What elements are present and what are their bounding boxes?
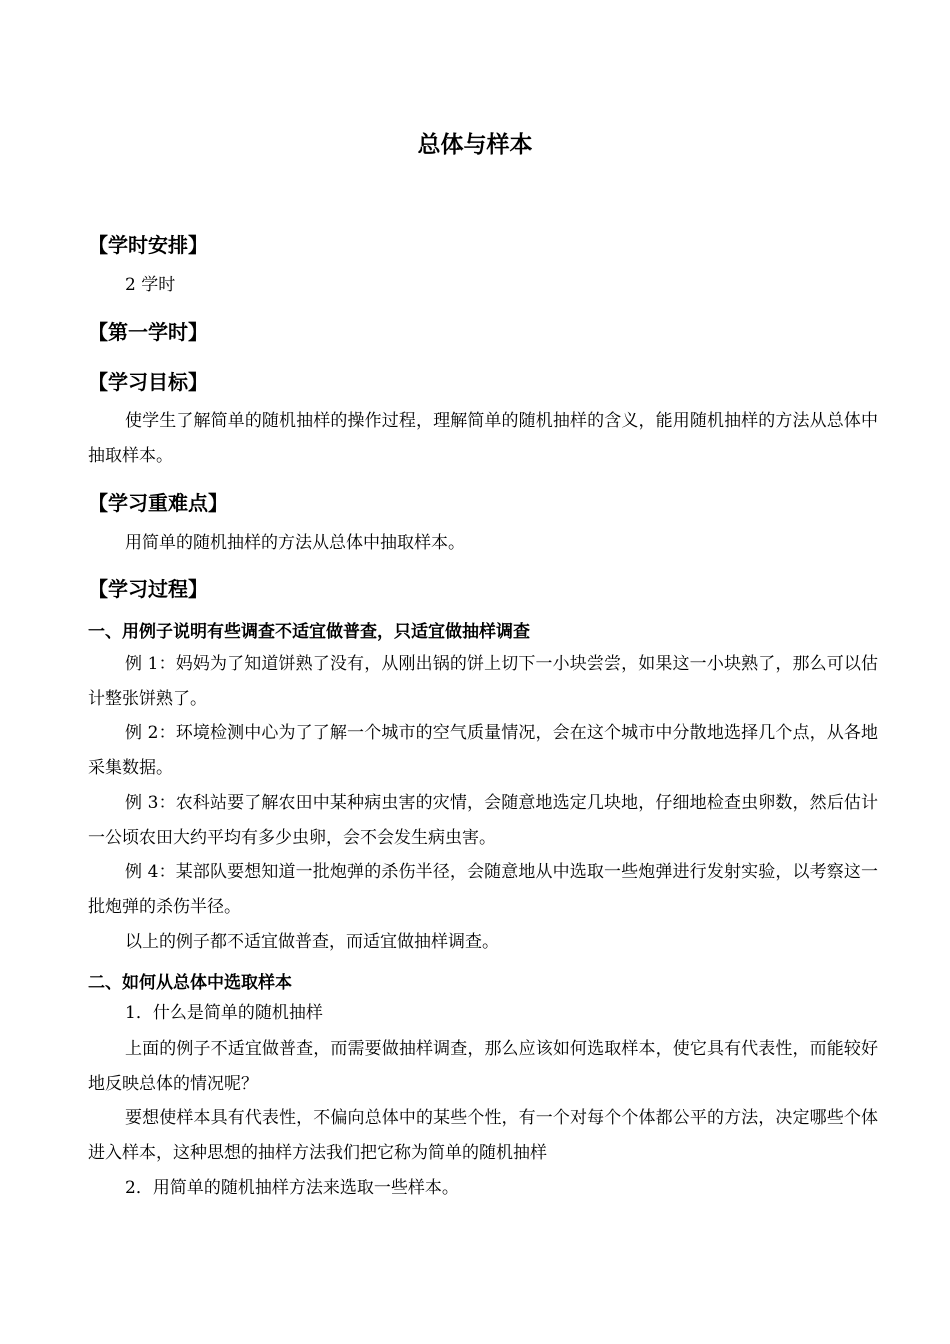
example-3: 例 3：农科站要了解农田中某种病虫害的灾情，会随意地选定几块地，仔细地检查虫卵数，然后估计一公顷农田大约平均有多少虫卵，会不会发生病虫害。 (88, 793, 878, 848)
part2-paragraph-2: 要想使样本具有代表性，不偏向总体中的某些个性，有一个对每个个体都公平的方法，决定哪些个体进入样本，这种思想的抽样方法我们把它称为简单的随机抽样 (88, 1108, 878, 1163)
objective-text: 使学生了解简单的随机抽样的操作过程，理解简单的随机抽样的含义，能用随机抽样的方法从总体中抽取样本。 (88, 411, 878, 466)
example-2: 例 2：环境检测中心为了了解一个城市的空气质量情况，会在这个城市中分散地选择几个点，从各地采集数据。 (88, 723, 878, 778)
first-lesson-heading: 【第一学时】 (88, 320, 208, 344)
process-heading: 【学习过程】 (88, 577, 208, 601)
summary-text: 以上的例子都不适宜做普查，而适宜做抽样调查。 (125, 932, 499, 952)
key-points-heading: 【学习重难点】 (88, 491, 228, 515)
part2-item-2: 2．用简单的随机抽样方法来选取一些样本。 (125, 1178, 459, 1198)
example-1: 例 1：妈妈为了知道饼熟了没有，从刚出锅的饼上切下一小块尝尝，如果这一小块熟了，那么可以估计整张饼熟了。 (88, 654, 878, 709)
schedule-heading: 【学时安排】 (88, 233, 208, 257)
part2-heading: 二、如何从总体中选取样本 (88, 973, 292, 993)
part2-item-1: 1．什么是简单的随机抽样 (125, 1003, 323, 1023)
part2-paragraph-1: 上面的例子不适宜做普查，而需要做抽样调查，那么应该如何选取样本，使它具有代表性，而能较好地反映总体的情况呢？ (88, 1039, 878, 1094)
key-points-text: 用简单的随机抽样的方法从总体中抽取样本。 (125, 533, 465, 553)
objective-heading: 【学习目标】 (88, 370, 208, 394)
part1-heading: 一、用例子说明有些调查不适宜做普查，只适宜做抽样调查 (88, 622, 530, 642)
example-4: 例 4：某部队要想知道一批炮弹的杀伤半径，会随意地从中选取一些炮弹进行发射实验，以考察这一批炮弹的杀伤半径。 (88, 862, 878, 917)
schedule-text: 2 学时 (125, 275, 176, 295)
page-title: 总体与样本 (417, 132, 533, 158)
